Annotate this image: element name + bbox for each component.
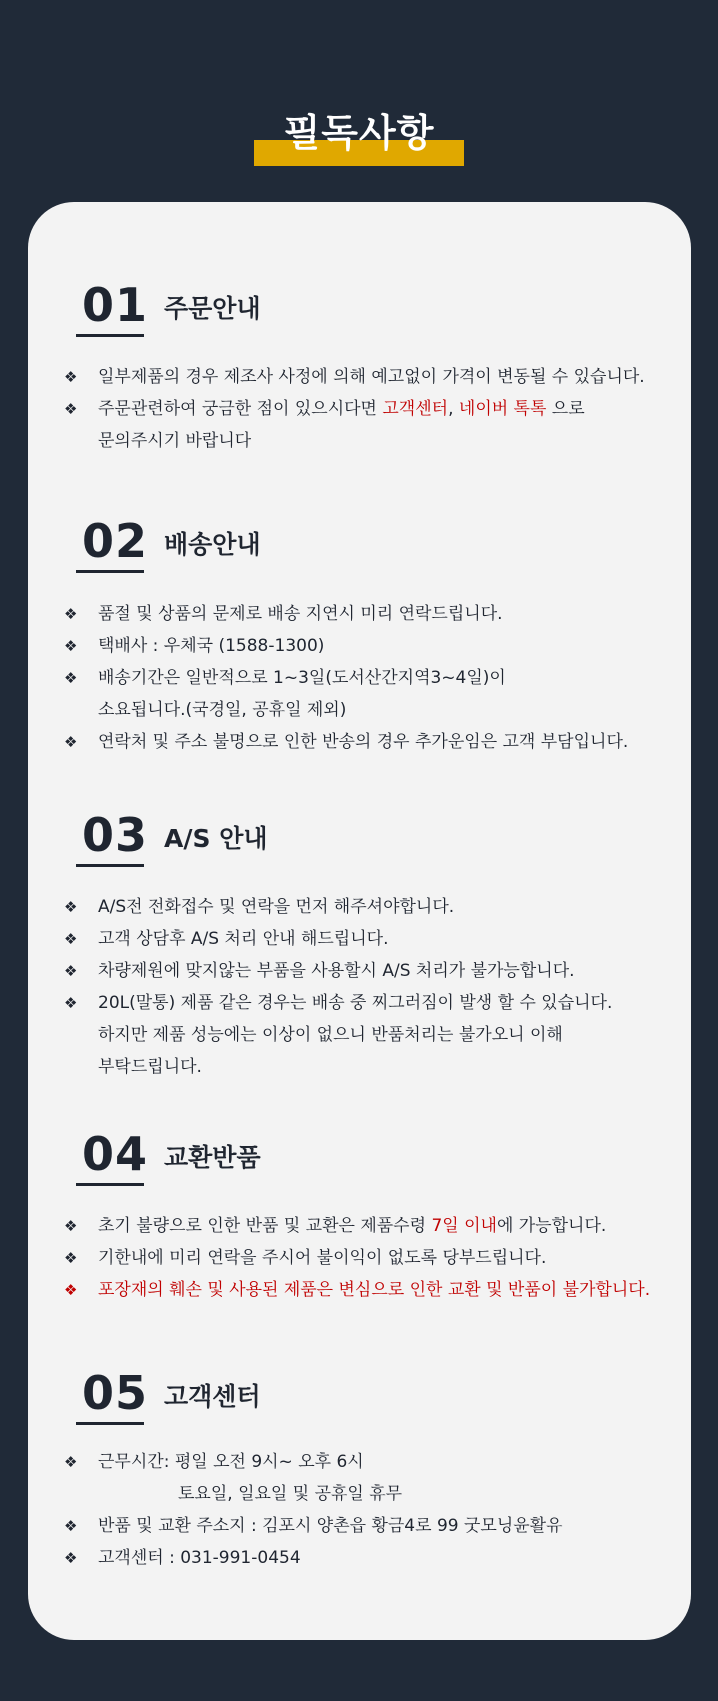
- list-item: ❖ 기한내에 미리 연락을 주시어 불이익이 없도록 당부드립니다.: [64, 1242, 671, 1274]
- section-customer-center: [28, 1366, 691, 1568]
- bullet-icon: ❖: [64, 605, 78, 623]
- section-title: 고객센터: [164, 1382, 261, 1411]
- section-shipping-info: [28, 514, 691, 752]
- bullet-icon: ❖: [64, 368, 78, 386]
- bullet-icon: ❖: [64, 669, 78, 687]
- bullet-icon: ❖: [64, 1549, 78, 1567]
- page-title: 필독사항: [254, 110, 465, 156]
- section-list: [64, 361, 671, 457]
- highlight-naver-talktalk: 네이버 톡톡: [458, 399, 547, 419]
- list-item: ❖ 고객센터 : 031-991-0454: [64, 1542, 671, 1574]
- list-item: ❖ 택배사 : 우체국 (1588-1300): [64, 630, 671, 662]
- section-title: 주문안내: [164, 294, 261, 323]
- bullet-icon: ❖: [64, 1281, 78, 1299]
- section-number: 02: [82, 514, 148, 568]
- bullet-icon: ❖: [64, 1249, 78, 1267]
- bullet-icon: ❖: [64, 930, 78, 948]
- list-item: ❖ 근무시간: 평일 오전 9시~ 오후 6시 토요일, 일요일 및 공휴일 휴무: [64, 1446, 671, 1510]
- list-item: ❖ 초기 불량으로 인한 반품 및 교환은 제품수령 7일 이내에 가능합니다.: [64, 1210, 671, 1242]
- section-number: 05: [82, 1366, 148, 1420]
- list-item: ❖ 주문관련하여 궁금한 점이 있으시다면 고객센터, 네이버 톡톡 으로 문의주시기 바랍니다: [64, 393, 671, 457]
- section-exchange-return: [28, 1127, 691, 1300]
- bullet-icon: ❖: [64, 898, 78, 916]
- list-item: ❖ 배송기간은 일반적으로 1~3일(도서산간지역3~4일)이 소요됩니다.(국경일, 공휴일 제외): [64, 662, 671, 726]
- section-number-underline: [76, 864, 144, 867]
- section-title: 배송안내: [164, 530, 261, 559]
- section-list: [64, 598, 671, 758]
- section-list: [64, 891, 671, 1083]
- list-item: ❖ A/S전 전화접수 및 연락을 먼저 해주셔야합니다.: [64, 891, 671, 923]
- bullet-icon: ❖: [64, 400, 78, 418]
- list-item: ❖ 반품 및 교환 주소지 : 김포시 양촌읍 황금4로 99 굿모닝윤활유: [64, 1510, 671, 1542]
- section-number: 04: [82, 1127, 148, 1181]
- section-order-info: [28, 278, 691, 451]
- list-item: ❖ 20L(말통) 제품 같은 경우는 배송 중 찌그러짐이 발생 할 수 있습니다. 하지만 제품 성능에는 이상이 없으니 반품처리는 불가오니 이해 부탁드립니다.: [64, 987, 671, 1083]
- bullet-icon: ❖: [64, 962, 78, 980]
- section-number-underline: [76, 334, 144, 337]
- section-number-underline: [76, 1183, 144, 1186]
- highlight-7-days: 7일 이내: [431, 1216, 497, 1236]
- section-title: 교환반품: [164, 1143, 261, 1172]
- bullet-icon: ❖: [64, 733, 78, 751]
- section-title: A/S 안내: [164, 824, 268, 853]
- section-as-info: [28, 808, 691, 1077]
- bullet-icon: ❖: [64, 994, 78, 1012]
- section-number: 01: [82, 278, 148, 332]
- list-item-warning: ❖ 포장재의 훼손 및 사용된 제품은 변심으로 인한 교환 및 반품이 불가합니다.: [64, 1274, 671, 1306]
- bullet-icon: ❖: [64, 1517, 78, 1535]
- highlight-customer-center: 고객센터: [382, 399, 449, 419]
- notice-card: [28, 202, 691, 1640]
- bullet-icon: ❖: [64, 637, 78, 655]
- section-number: 03: [82, 808, 148, 862]
- section-number-underline: [76, 1422, 144, 1425]
- header: [0, 110, 718, 156]
- bullet-icon: ❖: [64, 1217, 78, 1235]
- section-list: [64, 1210, 671, 1306]
- section-number-underline: [76, 570, 144, 573]
- section-list: [64, 1446, 671, 1574]
- list-item: ❖ 일부제품의 경우 제조사 사정에 의해 예고없이 가격이 변동될 수 있습니다.: [64, 361, 671, 393]
- list-item: ❖ 품절 및 상품의 문제로 배송 지연시 미리 연락드립니다.: [64, 598, 671, 630]
- list-item: ❖ 고객 상담후 A/S 처리 안내 해드립니다.: [64, 923, 671, 955]
- bullet-icon: ❖: [64, 1453, 78, 1471]
- list-item: ❖ 차량제원에 맞지않는 부품을 사용할시 A/S 처리가 불가능합니다.: [64, 955, 671, 987]
- list-item: ❖ 연락처 및 주소 불명으로 인한 반송의 경우 추가운임은 고객 부담입니다.: [64, 726, 671, 758]
